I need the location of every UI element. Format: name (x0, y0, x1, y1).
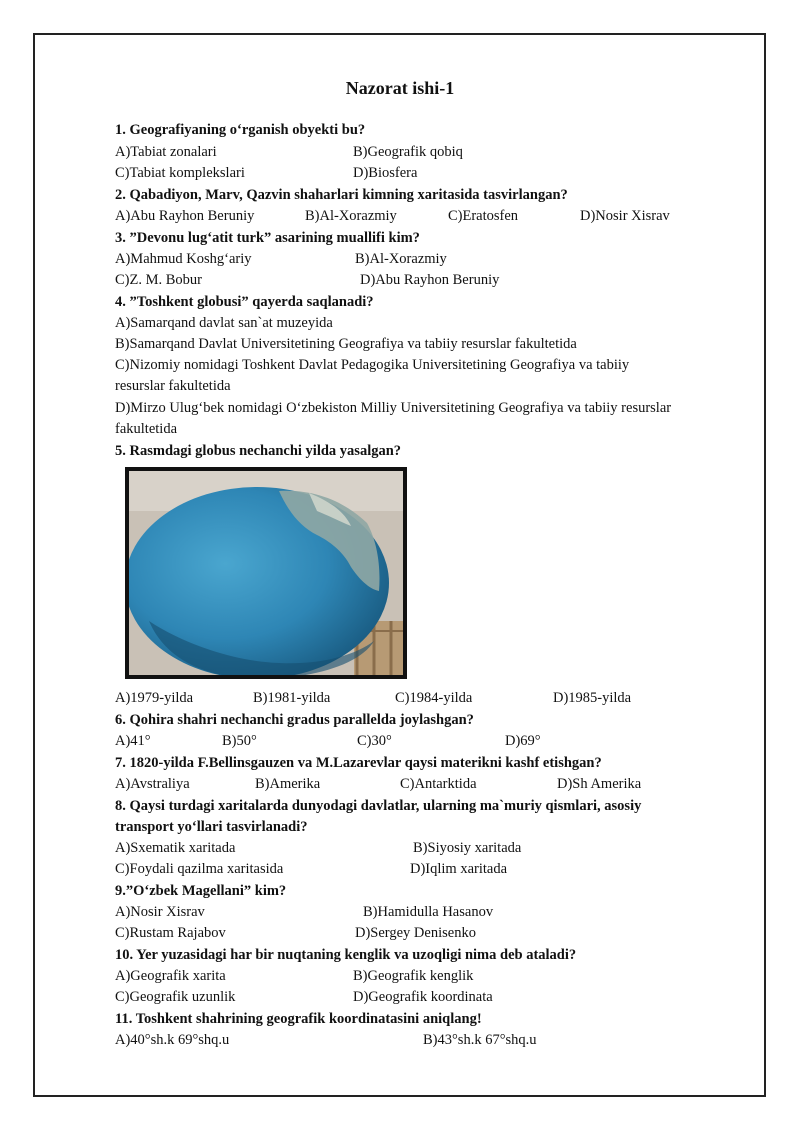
question-3: 3. ”Devonu lug‘atit turk” asarining muallifi kim? (115, 230, 420, 246)
q7-option-b[interactable]: B)Amerika (255, 776, 321, 792)
question-7: 7. 1820-yilda F.Bellinsgauzen va M.Lazarevlar qaysi materikni kashf etishgan? (115, 755, 602, 771)
question-4: 4. ”Toshkent globusi” qayerda saqlanadi? (115, 294, 374, 310)
q9-option-c[interactable]: C)Rustam Rajabov (115, 925, 226, 941)
q2-option-c[interactable]: C)Eratosfen (448, 208, 519, 224)
q1-option-c[interactable]: C)Tabiat komplekslari (115, 165, 245, 181)
q5-option-b[interactable]: B)1981-yilda (253, 690, 331, 706)
q11-option-a[interactable]: A)40°sh.k 69°shq.u (115, 1032, 230, 1048)
q5-option-c[interactable]: C)1984-yilda (395, 690, 473, 706)
q4-option-c-cont: resurslar fakultetida (115, 378, 231, 394)
q8-option-b[interactable]: B)Siyosiy xaritada (413, 840, 522, 856)
q4-option-c[interactable]: C)Nizomiy nomidagi Toshkent Davlat Pedagogika Universitetining Geografiya va tabiiy (115, 357, 630, 373)
q8-option-a[interactable]: A)Sxematik xaritada (115, 840, 236, 856)
question-2: 2. Qabadiyon, Marv, Qazvin shaharlari kimning xaritasida tasvirlangan? (115, 187, 568, 203)
page-title: Nazorat ishi-1 (345, 78, 455, 98)
q3-option-a[interactable]: A)Mahmud Koshg‘ariy (115, 251, 252, 267)
globe-photo (125, 467, 407, 679)
q10-option-d[interactable]: D)Geografik koordinata (353, 989, 493, 1005)
question-1: 1. Geografiyaning o‘rganish obyekti bu? (115, 122, 366, 138)
q1-option-b[interactable]: B)Geografik qobiq (353, 144, 463, 160)
q2-option-d[interactable]: D)Nosir Xisrav (580, 208, 670, 224)
question-11: 11. Toshkent shahrining geografik koordinatasini aniqlang! (115, 1011, 482, 1027)
q4-option-d-cont: fakultetida (115, 421, 178, 437)
q4-option-a[interactable]: A)Samarqand davlat san`at muzeyida (115, 315, 333, 331)
q3-option-b[interactable]: B)Al-Xorazmiy (355, 251, 447, 267)
q2-option-b[interactable]: B)Al-Xorazmiy (305, 208, 397, 224)
q11-option-b[interactable]: B)43°sh.k 67°shq.u (423, 1032, 537, 1048)
q3-option-c[interactable]: C)Z. M. Bobur (115, 272, 202, 288)
q4-option-d[interactable]: D)Mirzo Ulug‘bek nomidagi O‘zbekiston Milliy Universitetining Geografiya va tabiiy resurslar (115, 400, 672, 416)
q10-option-c[interactable]: C)Geografik uzunlik (115, 989, 236, 1005)
q6-option-b[interactable]: B)50° (222, 733, 257, 749)
question-10: 10. Yer yuzasidagi har bir nuqtaning kenglik va uzoqligi nima deb ataladi? (115, 947, 577, 963)
q7-option-d[interactable]: D)Sh Amerika (557, 776, 642, 792)
question-8: 8. Qaysi turdagi xaritalarda dunyodagi davlatlar, ularning ma`muriy qismlari, asosiy (115, 798, 642, 814)
question-5: 5. Rasmdagi globus nechanchi yilda yasalgan? (115, 443, 402, 459)
q6-option-d[interactable]: D)69° (505, 733, 541, 749)
q9-option-a[interactable]: A)Nosir Xisrav (115, 904, 205, 920)
q7-option-c[interactable]: C)Antarktida (400, 776, 477, 792)
q10-option-b[interactable]: B)Geografik kenglik (353, 968, 474, 984)
q8-option-c[interactable]: C)Foydali qazilma xaritasida (115, 861, 284, 877)
question-9: 9.”O‘zbek Magellani” kim? (115, 883, 287, 899)
q9-option-b[interactable]: B)Hamidulla Hasanov (363, 904, 494, 920)
question-8-cont: transport yo‘llari tasvirlanadi? (115, 819, 308, 835)
q6-option-c[interactable]: C)30° (357, 733, 392, 749)
q10-option-a[interactable]: A)Geografik xarita (115, 968, 226, 984)
globe-image (129, 471, 403, 675)
q8-option-d[interactable]: D)Iqlim xaritada (410, 861, 508, 877)
q5-option-d[interactable]: D)1985-yilda (553, 690, 632, 706)
q1-option-d[interactable]: D)Biosfera (353, 165, 418, 181)
question-6: 6. Qohira shahri nechanchi gradus parallelda joylashgan? (115, 712, 474, 728)
q4-option-b[interactable]: B)Samarqand Davlat Universitetining Geografiya va tabiiy resurslar fakultetida (115, 336, 577, 352)
q5-option-a[interactable]: A)1979-yilda (115, 690, 194, 706)
q6-option-a[interactable]: A)41° (115, 733, 151, 749)
q3-option-d[interactable]: D)Abu Rayhon Beruniy (360, 272, 500, 288)
q9-option-d[interactable]: D)Sergey Denisenko (355, 925, 476, 941)
q2-option-a[interactable]: A)Abu Rayhon Beruniy (115, 208, 255, 224)
q1-option-a[interactable]: A)Tabiat zonalari (115, 144, 217, 160)
q7-option-a[interactable]: A)Avstraliya (115, 776, 190, 792)
